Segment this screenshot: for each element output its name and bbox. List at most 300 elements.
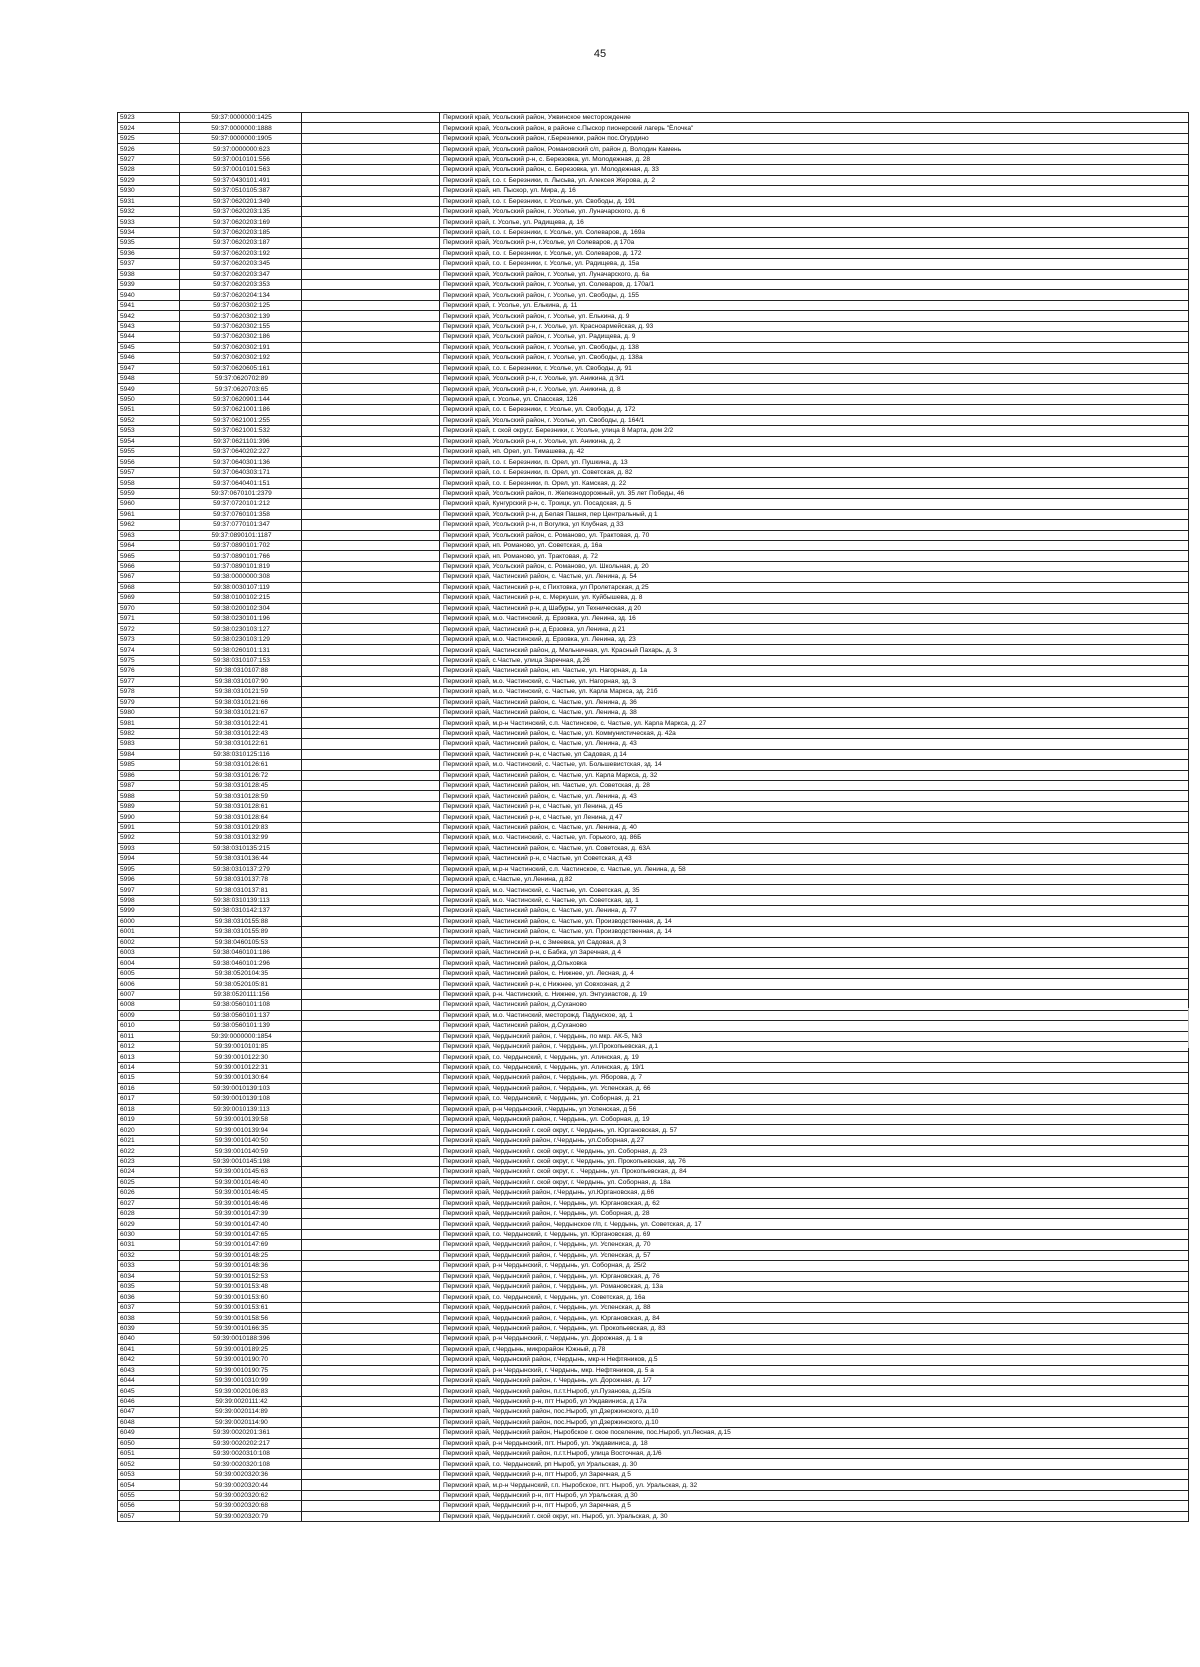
blank-cell bbox=[302, 426, 440, 436]
row-number-cell: 6015 bbox=[118, 1073, 180, 1083]
blank-cell bbox=[302, 885, 440, 895]
address-cell: Пермский край, Частинский р-н, д Шабуры, ул Техническая, д 20 bbox=[440, 603, 1189, 613]
address-cell: Пермский край, Чердынский район, г. Чердынь, ул. Успенская, д. 66 bbox=[440, 1083, 1189, 1093]
cadastral-number-cell: 59:39:0010145:63 bbox=[180, 1167, 302, 1177]
table-row bbox=[118, 1094, 1189, 1104]
row-number-cell: 5988 bbox=[118, 791, 180, 801]
row-number-cell: 6048 bbox=[118, 1417, 180, 1427]
blank-cell bbox=[302, 259, 440, 269]
blank-cell bbox=[302, 624, 440, 634]
blank-cell bbox=[302, 707, 440, 717]
row-number-cell: 5971 bbox=[118, 614, 180, 624]
address-cell: Пермский край, Частинский район, с. Частые, ул. Ленина, д. 43 bbox=[440, 791, 1189, 801]
address-cell: Пермский край, Частинский район, д.Суханово bbox=[440, 1021, 1189, 1031]
row-number-cell: 5940 bbox=[118, 290, 180, 300]
cadastral-number-cell: 59:37:0510105:387 bbox=[180, 186, 302, 196]
row-number-cell: 5958 bbox=[118, 478, 180, 488]
blank-cell bbox=[302, 1219, 440, 1229]
blank-cell bbox=[302, 1010, 440, 1020]
cadastral-number-cell: 59:38:0310137:81 bbox=[180, 885, 302, 895]
address-cell: Пермский край, г. Усолье, ул. Спасская, 126 bbox=[440, 394, 1189, 404]
cadastral-number-cell: 59:37:0620201:349 bbox=[180, 196, 302, 206]
address-cell: Пермский край, Чердынский район, г. Чердынь, ул. Юргановская, д. 76 bbox=[440, 1271, 1189, 1281]
table-row bbox=[118, 467, 1189, 477]
blank-cell bbox=[302, 499, 440, 509]
address-cell: Пермский край, г.о. г. Березники, г. Усолье, ул. Свободы, д. 172 bbox=[440, 405, 1189, 415]
table-row bbox=[118, 697, 1189, 707]
blank-cell bbox=[302, 655, 440, 665]
cadastral-number-cell: 59:38:0310137:78 bbox=[180, 874, 302, 884]
blank-cell bbox=[302, 1449, 440, 1459]
blank-cell bbox=[302, 447, 440, 457]
blank-cell bbox=[302, 1501, 440, 1511]
row-number-cell: 6053 bbox=[118, 1469, 180, 1479]
address-cell: Пермский край, Частинский р-н, с Частые, ул Садовая, д 14 bbox=[440, 749, 1189, 759]
blank-cell bbox=[302, 634, 440, 644]
address-cell: Пермский край, Чердынский район, Чердынское г/п, г. Чердынь, ул. Советская, д. 17 bbox=[440, 1219, 1189, 1229]
address-cell: Пермский край, нп. Орел, ул. Тимашева, д. 42 bbox=[440, 447, 1189, 457]
cadastral-number-cell: 59:38:0520111:156 bbox=[180, 989, 302, 999]
row-number-cell: 5974 bbox=[118, 645, 180, 655]
table-row bbox=[118, 1177, 1189, 1187]
table-row bbox=[118, 833, 1189, 843]
table-row bbox=[118, 1459, 1189, 1469]
address-cell: Пермский край, с.Частые, улица Заречная, д.26 bbox=[440, 655, 1189, 665]
address-cell: Пермский край, Чердынский район, г. Чердынь, ул. Дорожная, д. 1/7 bbox=[440, 1375, 1189, 1385]
table-row bbox=[118, 1396, 1189, 1406]
table-row bbox=[118, 874, 1189, 884]
address-cell: Пермский край, Чердынский район, г. Чердынь, ул. Юргановская, д. 62 bbox=[440, 1198, 1189, 1208]
cadastral-number-cell: 59:38:0310122:41 bbox=[180, 718, 302, 728]
table-row bbox=[118, 1104, 1189, 1114]
cadastral-number-cell: 59:39:0010189:25 bbox=[180, 1344, 302, 1354]
blank-cell bbox=[302, 1021, 440, 1031]
blank-cell bbox=[302, 1167, 440, 1177]
cadastral-number-cell: 59:37:0621001:532 bbox=[180, 426, 302, 436]
address-cell: Пермский край, м.о. Частинский, месторожд. Падунское, зд. 1 bbox=[440, 1010, 1189, 1020]
address-cell: Пермский край, Усольский р-н, п Вогулка, ул Клубная, д 33 bbox=[440, 520, 1189, 530]
row-number-cell: 6031 bbox=[118, 1240, 180, 1250]
cadastral-number-cell: 59:37:0760101:358 bbox=[180, 509, 302, 519]
table-row bbox=[118, 290, 1189, 300]
blank-cell bbox=[302, 113, 440, 123]
address-cell: Пермский край, Усольский район, г. Усолье, ул. Свободы, д. 138 bbox=[440, 342, 1189, 352]
table-row bbox=[118, 1229, 1189, 1239]
address-cell: Пермский край, Усольский р-н, д Белая Пашня, пер Центральный, д 1 bbox=[440, 509, 1189, 519]
row-number-cell: 6057 bbox=[118, 1511, 180, 1521]
blank-cell bbox=[302, 353, 440, 363]
row-number-cell: 5952 bbox=[118, 415, 180, 425]
cadastral-number-cell: 59:39:0020310:108 bbox=[180, 1449, 302, 1459]
cadastral-number-cell: 59:39:0010188:396 bbox=[180, 1334, 302, 1344]
address-cell: Пермский край, м.о. Частинский, с. Частые, ул. Карла Маркса, зд. 21б bbox=[440, 687, 1189, 697]
row-number-cell: 6000 bbox=[118, 916, 180, 926]
table-row bbox=[118, 927, 1189, 937]
cadastral-number-cell: 59:37:0890101:1187 bbox=[180, 530, 302, 540]
cadastral-number-cell: 59:37:0770101:347 bbox=[180, 520, 302, 530]
cadastral-number-cell: 59:37:0620302:186 bbox=[180, 332, 302, 342]
address-cell: Пермский край, р-н Чердынский, г. Чердынь, ул. Дорожная, д. 1 в bbox=[440, 1334, 1189, 1344]
table-row bbox=[118, 916, 1189, 926]
table-row bbox=[118, 979, 1189, 989]
blank-cell bbox=[302, 1062, 440, 1072]
cadastral-number-cell: 59:38:0310122:61 bbox=[180, 739, 302, 749]
table-row bbox=[118, 1208, 1189, 1218]
address-cell: Пермский край, Чердынский г. ской округ, г. Чердынь, ул. Соборная, д. 18а bbox=[440, 1177, 1189, 1187]
cadastral-number-cell: 59:39:0010147:65 bbox=[180, 1229, 302, 1239]
table-row bbox=[118, 770, 1189, 780]
address-cell: Пермский край, р-н Чердынский, пгт. Ныроб, ул. Уждавиниса, д. 18 bbox=[440, 1438, 1189, 1448]
blank-cell bbox=[302, 1313, 440, 1323]
blank-cell bbox=[302, 540, 440, 550]
table-row bbox=[118, 1365, 1189, 1375]
address-cell: Пермский край, г.о. г. Березники, п. Орел, ул. Камская, д. 22 bbox=[440, 478, 1189, 488]
row-number-cell: 5931 bbox=[118, 196, 180, 206]
table-row bbox=[118, 1115, 1189, 1125]
cadastral-number-cell: 59:38:0310128:61 bbox=[180, 801, 302, 811]
row-number-cell: 6038 bbox=[118, 1313, 180, 1323]
table-row bbox=[118, 624, 1189, 634]
address-cell: Пермский край, Чердынский район, Ныробское г. ское поселение, пос.Ныроб, ул.Лесная, д.15 bbox=[440, 1428, 1189, 1438]
table-row bbox=[118, 175, 1189, 185]
table-row bbox=[118, 186, 1189, 196]
row-number-cell: 6018 bbox=[118, 1104, 180, 1114]
row-number-cell: 5935 bbox=[118, 238, 180, 248]
address-cell: Пермский край, Чердынский г. ской округ, г. Чердынь, ул. Юргановская, д. 57 bbox=[440, 1125, 1189, 1135]
table-row bbox=[118, 269, 1189, 279]
table-row bbox=[118, 1355, 1189, 1365]
row-number-cell: 6028 bbox=[118, 1208, 180, 1218]
row-number-cell: 6034 bbox=[118, 1271, 180, 1281]
table-row bbox=[118, 196, 1189, 206]
row-number-cell: 5966 bbox=[118, 561, 180, 571]
table-row bbox=[118, 1062, 1189, 1072]
cadastral-number-cell: 59:37:0430101:491 bbox=[180, 175, 302, 185]
address-cell: Пермский край, Чердынский район, пос.Ныроб, ул.Дзержинского, д.10 bbox=[440, 1417, 1189, 1427]
address-cell: Пермский край, Частинский р-н, с Частые, ул Советская, д 43 bbox=[440, 854, 1189, 864]
row-number-cell: 5991 bbox=[118, 822, 180, 832]
blank-cell bbox=[302, 186, 440, 196]
blank-cell bbox=[302, 864, 440, 874]
cadastral-number-cell: 59:39:0010147:40 bbox=[180, 1219, 302, 1229]
table-row bbox=[118, 1469, 1189, 1479]
table-row bbox=[118, 1240, 1189, 1250]
cadastral-number-cell: 59:39:0010122:31 bbox=[180, 1062, 302, 1072]
row-number-cell: 5932 bbox=[118, 206, 180, 216]
address-cell: Пермский край, Частинский район, с. Частые, ул. Коммунистическая, д. 42а bbox=[440, 728, 1189, 738]
address-cell: Пермский край, Усольский р-н, г.Усолье, ул Солеваров, д 170а bbox=[440, 238, 1189, 248]
address-cell: Пермский край, Частинский р-н, с Пихтовка, ул Пролетарская, д 25 bbox=[440, 582, 1189, 592]
cadastral-number-cell: 59:39:0010101:85 bbox=[180, 1041, 302, 1051]
table-row bbox=[118, 1198, 1189, 1208]
table-row bbox=[118, 478, 1189, 488]
row-number-cell: 5969 bbox=[118, 593, 180, 603]
cadastral-number-cell: 59:39:0010122:30 bbox=[180, 1052, 302, 1062]
cadastral-number-cell: 59:39:0020320:62 bbox=[180, 1490, 302, 1500]
cadastral-number-cell: 59:38:0310142:137 bbox=[180, 906, 302, 916]
table-row bbox=[118, 593, 1189, 603]
row-number-cell: 6012 bbox=[118, 1041, 180, 1051]
row-number-cell: 5997 bbox=[118, 885, 180, 895]
row-number-cell: 5951 bbox=[118, 405, 180, 415]
table-row bbox=[118, 133, 1189, 143]
blank-cell bbox=[302, 321, 440, 331]
address-cell: Пермский край, Частинский район, с. Частые, ул. Производственная, д. 14 bbox=[440, 916, 1189, 926]
blank-cell bbox=[302, 1177, 440, 1187]
address-cell: Пермский край, м.о. Частинский, с. Частые, ул. Советская, д. 35 bbox=[440, 885, 1189, 895]
row-number-cell: 6013 bbox=[118, 1052, 180, 1062]
row-number-cell: 6006 bbox=[118, 979, 180, 989]
row-number-cell: 6009 bbox=[118, 1010, 180, 1020]
blank-cell bbox=[302, 1511, 440, 1521]
blank-cell bbox=[302, 1041, 440, 1051]
table-row bbox=[118, 687, 1189, 697]
cadastral-number-cell: 59:37:0620203:345 bbox=[180, 259, 302, 269]
address-cell: Пермский край, Усольский район, г. Усолье, ул. Свободы, д. 138а bbox=[440, 353, 1189, 363]
table-row bbox=[118, 1313, 1189, 1323]
blank-cell bbox=[302, 561, 440, 571]
cadastral-number-cell: 59:39:0010146:45 bbox=[180, 1188, 302, 1198]
address-cell: Пермский край, м.р-н Чердынский, г.п. Ныробское, пгт. Ныроб, ул. Уральская, д. 32 bbox=[440, 1480, 1189, 1490]
row-number-cell: 5955 bbox=[118, 447, 180, 457]
blank-cell bbox=[302, 363, 440, 373]
blank-cell bbox=[302, 154, 440, 164]
blank-cell bbox=[302, 739, 440, 749]
row-number-cell: 6052 bbox=[118, 1459, 180, 1469]
row-number-cell: 5994 bbox=[118, 854, 180, 864]
row-number-cell: 5993 bbox=[118, 843, 180, 853]
address-cell: Пермский край, Усольский район, с. Романово, ул. Трактовая, д. 70 bbox=[440, 530, 1189, 540]
address-cell: Пермский край, Частинский р-н, д Ерзовка, ул Ленина, д 21 bbox=[440, 624, 1189, 634]
address-cell: Пермский край, р-н Чердынский, г. Чердынь, мкр. Нефтяников, д. 5 а bbox=[440, 1365, 1189, 1375]
address-cell: Пермский край, г.о. Чердынский, г. Чердынь, ул. Соборная, д. 21 bbox=[440, 1094, 1189, 1104]
cadastral-number-cell: 59:37:0620203:185 bbox=[180, 227, 302, 237]
cadastral-number-cell: 59:39:0010152:53 bbox=[180, 1271, 302, 1281]
cadastral-number-cell: 59:38:0310122:43 bbox=[180, 728, 302, 738]
address-cell: Пермский край, Чердынский район, г.Чердынь, ул.Юргановская, д.66 bbox=[440, 1188, 1189, 1198]
table-row bbox=[118, 801, 1189, 811]
address-cell: Пермский край, нп. Романово, ул. Советская, д. 16а bbox=[440, 540, 1189, 550]
row-number-cell: 5978 bbox=[118, 687, 180, 697]
blank-cell bbox=[302, 781, 440, 791]
table-row bbox=[118, 937, 1189, 947]
table-row bbox=[118, 457, 1189, 467]
blank-cell bbox=[302, 373, 440, 383]
blank-cell bbox=[302, 979, 440, 989]
cadastral-number-cell: 59:39:0020106:83 bbox=[180, 1386, 302, 1396]
blank-cell bbox=[302, 384, 440, 394]
table-row bbox=[118, 1302, 1189, 1312]
address-cell: Пермский край, Чердынский район, г. Чердынь, ул. Успенская, д. 57 bbox=[440, 1250, 1189, 1260]
blank-cell bbox=[302, 728, 440, 738]
blank-cell bbox=[302, 1334, 440, 1344]
blank-cell bbox=[302, 614, 440, 624]
row-number-cell: 5976 bbox=[118, 666, 180, 676]
address-cell: Пермский край, Усольский район, г. Усолье, ул. Луначарского, д. 6а bbox=[440, 269, 1189, 279]
row-number-cell: 5939 bbox=[118, 280, 180, 290]
blank-cell bbox=[302, 895, 440, 905]
blank-cell bbox=[302, 697, 440, 707]
cadastral-number-cell: 59:39:0010148:36 bbox=[180, 1261, 302, 1271]
address-cell: Пермский край, Усольский р-н, г. Усолье, ул. Аникина, д. 8 bbox=[440, 384, 1189, 394]
table-row bbox=[118, 1125, 1189, 1135]
row-number-cell: 5945 bbox=[118, 342, 180, 352]
address-cell: Пермский край, Усольский район, г. Усолье, ул. Свободы, д. 164/1 bbox=[440, 415, 1189, 425]
address-cell: Пермский край, Частинский р-н, с Змеевка, ул Садовая, д 3 bbox=[440, 937, 1189, 947]
cadastral-number-cell: 59:38:0310135:215 bbox=[180, 843, 302, 853]
cadastral-number-cell: 59:38:0310125:116 bbox=[180, 749, 302, 759]
address-cell: Пермский край, Частинский район, с. Частые, ул. Ленина, д. 54 bbox=[440, 572, 1189, 582]
address-cell: Пермский край, Чердынский район, г. Чердынь, ул. Успенская, д. 88 bbox=[440, 1302, 1189, 1312]
cadastral-number-cell: 59:39:0020320:68 bbox=[180, 1501, 302, 1511]
address-cell: Пермский край, Усольский район, с. Романово, ул. Школьная, д. 20 bbox=[440, 561, 1189, 571]
address-cell: Пермский край, Чердынский район, г. Чердынь, ул. Романовская, д. 13а bbox=[440, 1282, 1189, 1292]
cadastral-number-cell: 59:37:0620204:134 bbox=[180, 290, 302, 300]
cadastral-number-cell: 59:37:0621101:396 bbox=[180, 436, 302, 446]
address-cell: Пермский край, г.о. Чердынский, г. Чердынь, ул. Алинская, д. 19 bbox=[440, 1052, 1189, 1062]
blank-cell bbox=[302, 248, 440, 258]
row-number-cell: 5979 bbox=[118, 697, 180, 707]
address-cell: Пермский край, Частинский р-н, с Частые, ул Ленина, д 45 bbox=[440, 801, 1189, 811]
row-number-cell: 6022 bbox=[118, 1146, 180, 1156]
blank-cell bbox=[302, 520, 440, 530]
cadastral-number-cell: 59:39:0010153:48 bbox=[180, 1282, 302, 1292]
table-row bbox=[118, 1438, 1189, 1448]
blank-cell bbox=[302, 311, 440, 321]
table-row bbox=[118, 373, 1189, 383]
row-number-cell: 5930 bbox=[118, 186, 180, 196]
address-cell: Пермский край, Усольский район, Романовский с/п, район д. Володин Камень bbox=[440, 144, 1189, 154]
blank-cell bbox=[302, 948, 440, 958]
cadastral-number-cell: 59:39:0010166:35 bbox=[180, 1323, 302, 1333]
blank-cell bbox=[302, 123, 440, 133]
blank-cell bbox=[302, 812, 440, 822]
cadastral-number-cell: 59:38:0520104:35 bbox=[180, 968, 302, 978]
table-row bbox=[118, 968, 1189, 978]
table-row bbox=[118, 1031, 1189, 1041]
blank-cell bbox=[302, 394, 440, 404]
row-number-cell: 5956 bbox=[118, 457, 180, 467]
blank-cell bbox=[302, 1396, 440, 1406]
address-cell: Пермский край, г.о. г. Березники, г. Усолье, ул. Свободы, д. 191 bbox=[440, 196, 1189, 206]
blank-cell bbox=[302, 1261, 440, 1271]
row-number-cell: 5953 bbox=[118, 426, 180, 436]
cadastral-number-cell: 59:39:0010310:99 bbox=[180, 1375, 302, 1385]
table-row bbox=[118, 405, 1189, 415]
table-row bbox=[118, 1250, 1189, 1260]
address-cell: Пермский край, г.о. г. Березники, г. Усолье, ул. Свободы, д. 91 bbox=[440, 363, 1189, 373]
row-number-cell: 6043 bbox=[118, 1365, 180, 1375]
table-row bbox=[118, 1449, 1189, 1459]
address-cell: Пермский край, Чердынский район, п.г.т.Ныроб, улица Восточная, д.1/6 bbox=[440, 1449, 1189, 1459]
address-cell: Пермский край, Усольский район, г. Усолье, ул. Свободы, д. 155 bbox=[440, 290, 1189, 300]
table-row bbox=[118, 509, 1189, 519]
cadastral-number-cell: 59:38:0460101:296 bbox=[180, 958, 302, 968]
table-row bbox=[118, 1041, 1189, 1051]
cadastral-number-cell: 59:37:0621001:255 bbox=[180, 415, 302, 425]
table-row bbox=[118, 1073, 1189, 1083]
blank-cell bbox=[302, 1355, 440, 1365]
cadastral-number-cell: 59:38:0230101:196 bbox=[180, 614, 302, 624]
table-row bbox=[118, 989, 1189, 999]
row-number-cell: 6054 bbox=[118, 1480, 180, 1490]
table-row bbox=[118, 718, 1189, 728]
row-number-cell: 5943 bbox=[118, 321, 180, 331]
cadastral-number-cell: 59:37:0620203:169 bbox=[180, 217, 302, 227]
blank-cell bbox=[302, 1031, 440, 1041]
row-number-cell: 5926 bbox=[118, 144, 180, 154]
cadastral-number-cell: 59:39:0010147:39 bbox=[180, 1208, 302, 1218]
cadastral-number-cell: 59:37:0890101:766 bbox=[180, 551, 302, 561]
row-number-cell: 5998 bbox=[118, 895, 180, 905]
table-row bbox=[118, 1490, 1189, 1500]
blank-cell bbox=[302, 1407, 440, 1417]
address-cell: Пермский край, Чердынский район, г. Чердынь, ул.Прокопьевская, д.1 bbox=[440, 1041, 1189, 1051]
cadastral-number-cell: 59:39:0010140:59 bbox=[180, 1146, 302, 1156]
row-number-cell: 5925 bbox=[118, 133, 180, 143]
row-number-cell: 6011 bbox=[118, 1031, 180, 1041]
blank-cell bbox=[302, 436, 440, 446]
table-row bbox=[118, 749, 1189, 759]
cadastral-number-cell: 59:38:0560101:137 bbox=[180, 1010, 302, 1020]
address-cell: Пермский край, Частинский район, с. Частые, ул. Ленина, д. 77 bbox=[440, 906, 1189, 916]
table-row bbox=[118, 1010, 1189, 1020]
blank-cell bbox=[302, 280, 440, 290]
blank-cell bbox=[302, 645, 440, 655]
row-number-cell: 6025 bbox=[118, 1177, 180, 1187]
row-number-cell: 6026 bbox=[118, 1188, 180, 1198]
cadastral-number-cell: 59:37:0620203:353 bbox=[180, 280, 302, 290]
address-cell: Пермский край, Чердынский район, г. Чердынь, ул. Юргановская, д. 84 bbox=[440, 1313, 1189, 1323]
blank-cell bbox=[302, 1438, 440, 1448]
blank-cell bbox=[302, 1417, 440, 1427]
table-row bbox=[118, 520, 1189, 530]
row-number-cell: 5962 bbox=[118, 520, 180, 530]
address-cell: Пермский край, Чердынский р-н, пгт Ныроб, ул Уральская, д 30 bbox=[440, 1490, 1189, 1500]
table-row bbox=[118, 812, 1189, 822]
blank-cell bbox=[302, 1240, 440, 1250]
row-number-cell: 5924 bbox=[118, 123, 180, 133]
blank-cell bbox=[302, 1208, 440, 1218]
cadastral-number-cell: 59:39:0010139:113 bbox=[180, 1104, 302, 1114]
row-number-cell: 6001 bbox=[118, 927, 180, 937]
address-cell: Пермский край, г.о. г. Березники, п. Лысьва, ул. Алексея Жерова, д. 2 bbox=[440, 175, 1189, 185]
row-number-cell: 6044 bbox=[118, 1375, 180, 1385]
address-cell: Пермский край, г.о. г. Березники, п. Орел, ул. Советская, д. 82 bbox=[440, 467, 1189, 477]
address-cell: Пермский край, г.о. Чердынский, г. Чердынь, ул. Алинская, д. 19/1 bbox=[440, 1062, 1189, 1072]
row-number-cell: 6045 bbox=[118, 1386, 180, 1396]
row-number-cell: 5996 bbox=[118, 874, 180, 884]
address-cell: Пермский край, Чердынский район, г. Чердынь, ул. Соборная, д. 28 bbox=[440, 1208, 1189, 1218]
cadastral-number-cell: 59:38:0310107:153 bbox=[180, 655, 302, 665]
address-cell: Пермский край, Чердынский г. ской округ, г. Чердынь, ул. Прокопьевская, зд. 76 bbox=[440, 1156, 1189, 1166]
cadastral-number-cell: 59:37:0620302:139 bbox=[180, 311, 302, 321]
table-row bbox=[118, 1334, 1189, 1344]
table-row bbox=[118, 384, 1189, 394]
blank-cell bbox=[302, 1115, 440, 1125]
table-row bbox=[118, 676, 1189, 686]
table-row bbox=[118, 113, 1189, 123]
address-cell: Пермский край, нп. Романово, ул. Трактовая, д. 72 bbox=[440, 551, 1189, 561]
blank-cell bbox=[302, 332, 440, 342]
table-row bbox=[118, 1083, 1189, 1093]
table-row bbox=[118, 311, 1189, 321]
cadastral-number-cell: 59:37:0890101:819 bbox=[180, 561, 302, 571]
blank-cell bbox=[302, 760, 440, 770]
blank-cell bbox=[302, 551, 440, 561]
address-cell: Пермский край, Частинский р-н, с. Меркуши, ул. Куйбышева, д. 8 bbox=[440, 593, 1189, 603]
row-number-cell: 5967 bbox=[118, 572, 180, 582]
